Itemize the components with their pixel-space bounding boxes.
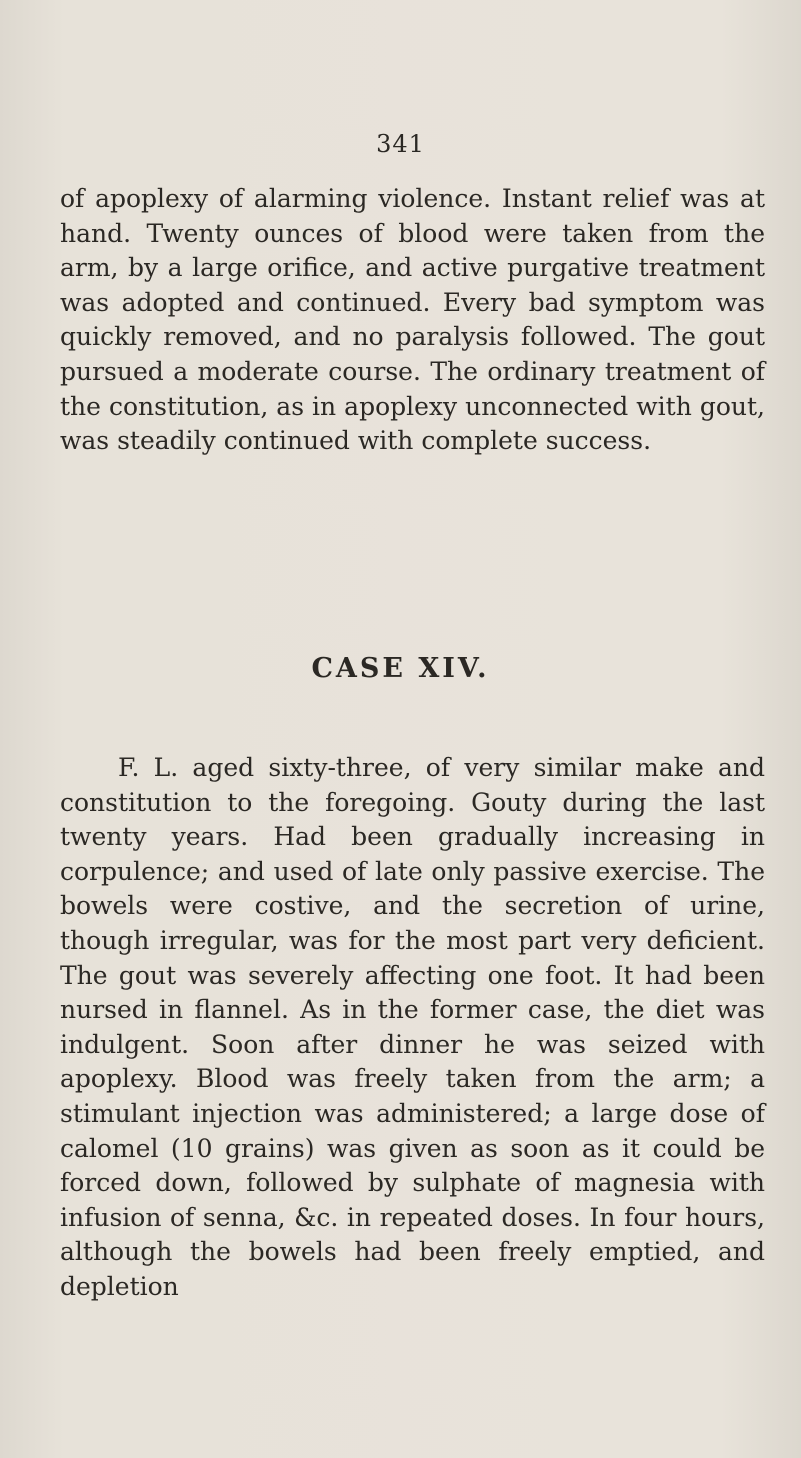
paragraph-apoplexy-continuation: of apoplexy of alarming violence. Instant relief was at hand. Twenty ounces of blood were taken from the arm, by a large orifice, and active purgative treatment was adopted and continued. Every bad symptom was quickly removed, and no paralysis followed. The gout pursued a moderate course. The ordinary treatment of the constitution, as in apoplexy unconnected with gout, was steadily continued with complete success. (60, 184, 765, 456)
case-heading: CASE XIV. (311, 653, 490, 684)
page-number: 341 (376, 130, 425, 158)
paragraph-case-fourteen: F. L. aged sixty-three, of very similar make and constitution to the foregoing. Gouty during the last twenty years. Had been gradually increasing in corpulence; and used of late only passive exercise. The bowels were costive, and the secretion of urine, though irregular, was for the most part very deficient. The gout was severely affecting one foot. It had been nursed in flannel. As in the former case, the diet was indulgent. Soon after dinner he was seized with apoplexy. Blood was freely taken from the arm; a stimulant injection was administered; a large dose of calomel (10 grains) was given as soon as it could be forced down, followed by sulphate of magnesia with infusion of senna, &c. in repeated doses. In four hours, although the bowels had been freely emptied, and depletion (60, 753, 765, 1301)
